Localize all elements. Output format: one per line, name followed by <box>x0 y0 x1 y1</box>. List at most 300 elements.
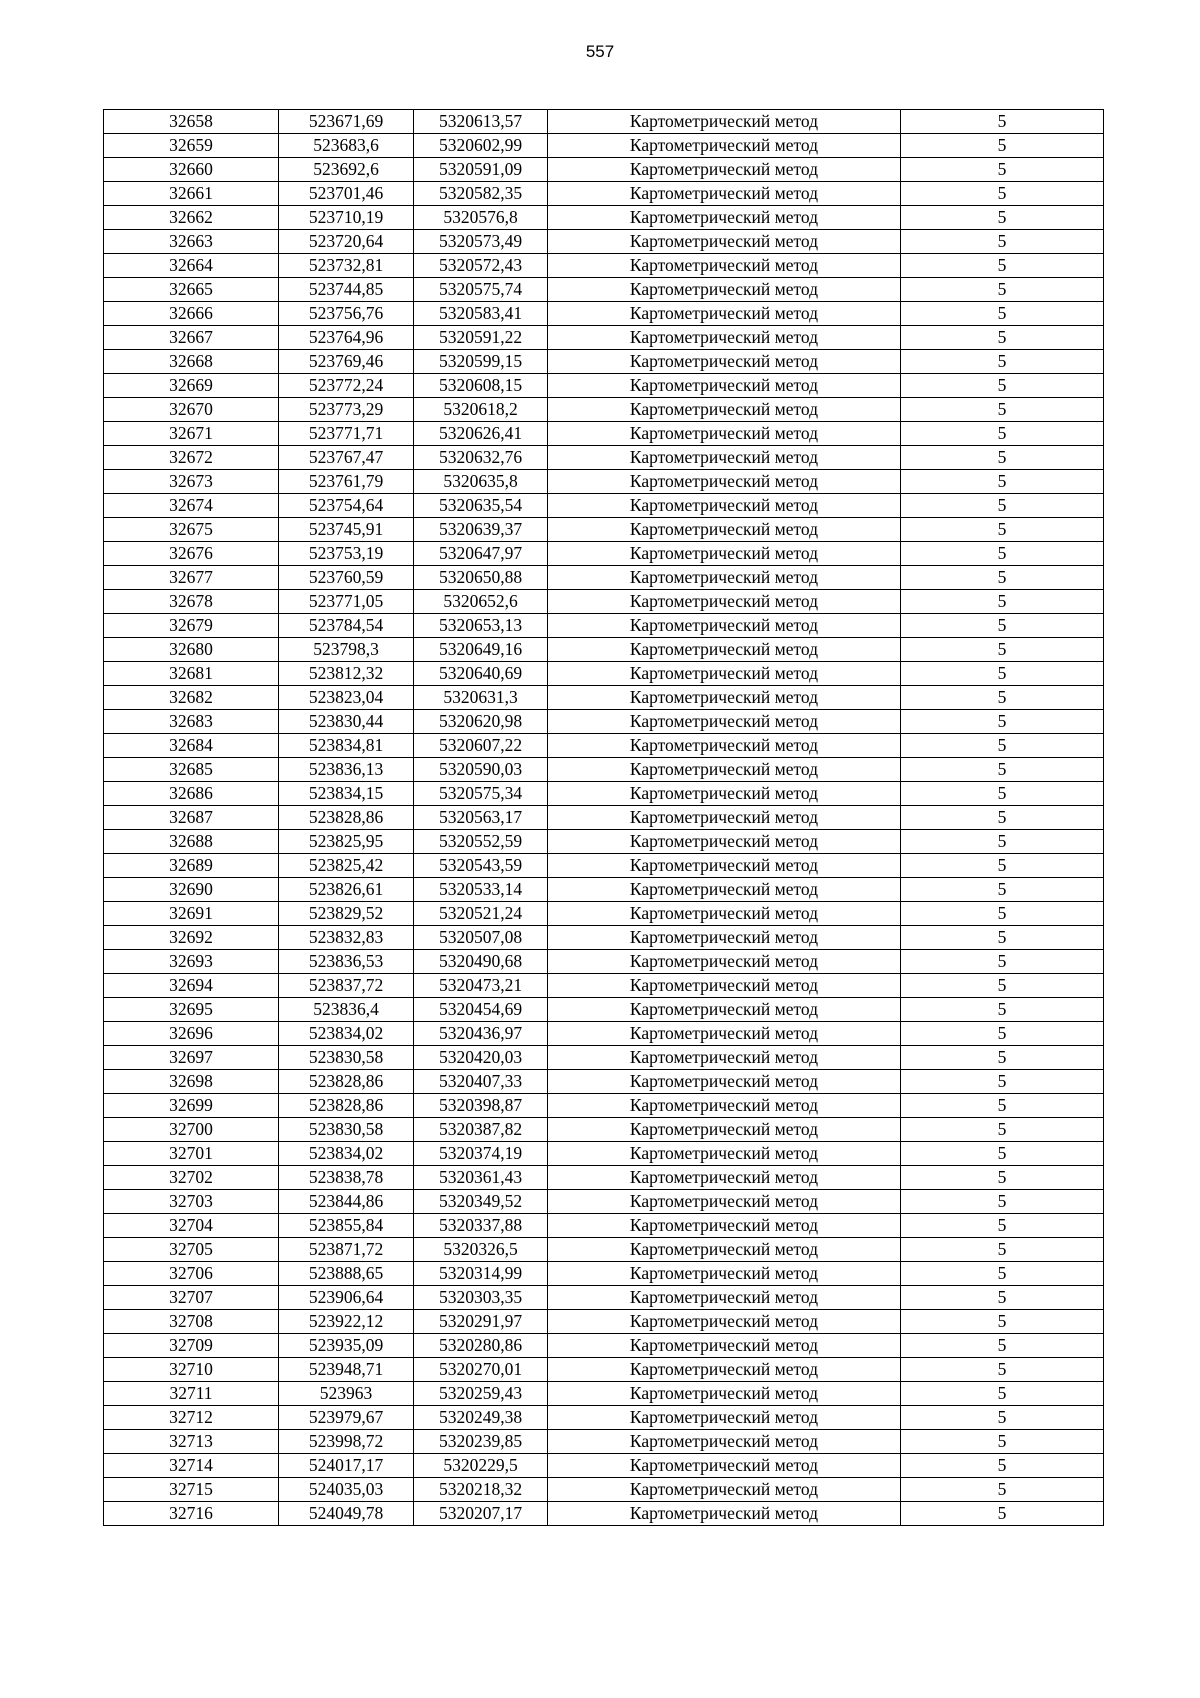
x-coordinate-cell: 523834,15 <box>279 782 414 806</box>
method-cell: Картометрический метод <box>548 278 901 302</box>
method-cell: Картометрический метод <box>548 1070 901 1094</box>
table-row <box>104 1094 1104 1118</box>
method-cell: Картометрический метод <box>548 494 901 518</box>
point-number-cell: 32659 <box>104 134 279 158</box>
x-coordinate-cell: 523825,42 <box>279 854 414 878</box>
y-coordinate-cell: 5320552,59 <box>414 830 548 854</box>
point-number-cell: 32690 <box>104 878 279 902</box>
point-number-cell: 32682 <box>104 686 279 710</box>
table-row <box>104 182 1104 206</box>
accuracy-cell: 5 <box>901 110 1104 134</box>
point-number-cell: 32709 <box>104 1334 279 1358</box>
y-coordinate-cell: 5320521,24 <box>414 902 548 926</box>
accuracy-cell: 5 <box>901 1190 1104 1214</box>
accuracy-cell: 5 <box>901 1310 1104 1334</box>
x-coordinate-cell: 523767,47 <box>279 446 414 470</box>
table-row <box>104 1454 1104 1478</box>
accuracy-cell: 5 <box>901 974 1104 998</box>
method-cell: Картометрический метод <box>548 1118 901 1142</box>
accuracy-cell: 5 <box>901 1334 1104 1358</box>
accuracy-cell: 5 <box>901 710 1104 734</box>
point-number-cell: 32697 <box>104 1046 279 1070</box>
method-cell: Картометрический метод <box>548 1358 901 1382</box>
y-coordinate-cell: 5320387,82 <box>414 1118 548 1142</box>
point-number-cell: 32670 <box>104 398 279 422</box>
method-cell: Картометрический метод <box>548 1334 901 1358</box>
y-coordinate-cell: 5320572,43 <box>414 254 548 278</box>
table-row <box>104 110 1104 134</box>
x-coordinate-cell: 523710,19 <box>279 206 414 230</box>
x-coordinate-cell: 523871,72 <box>279 1238 414 1262</box>
table-row <box>104 974 1104 998</box>
point-number-cell: 32684 <box>104 734 279 758</box>
point-number-cell: 32704 <box>104 1214 279 1238</box>
x-coordinate-cell: 523838,78 <box>279 1166 414 1190</box>
accuracy-cell: 5 <box>901 998 1104 1022</box>
point-number-cell: 32672 <box>104 446 279 470</box>
table-row <box>104 638 1104 662</box>
accuracy-cell: 5 <box>901 614 1104 638</box>
x-coordinate-cell: 523720,64 <box>279 230 414 254</box>
y-coordinate-cell: 5320607,22 <box>414 734 548 758</box>
method-cell: Картометрический метод <box>548 518 901 542</box>
table-row <box>104 1382 1104 1406</box>
y-coordinate-cell: 5320635,8 <box>414 470 548 494</box>
point-number-cell: 32662 <box>104 206 279 230</box>
x-coordinate-cell: 524017,17 <box>279 1454 414 1478</box>
method-cell: Картометрический метод <box>548 374 901 398</box>
point-number-cell: 32675 <box>104 518 279 542</box>
table-row <box>104 590 1104 614</box>
point-number-cell: 32711 <box>104 1382 279 1406</box>
method-cell: Картометрический метод <box>548 134 901 158</box>
x-coordinate-cell: 523979,67 <box>279 1406 414 1430</box>
y-coordinate-cell: 5320407,33 <box>414 1070 548 1094</box>
accuracy-cell: 5 <box>901 830 1104 854</box>
point-number-cell: 32693 <box>104 950 279 974</box>
table-row <box>104 830 1104 854</box>
point-number-cell: 32678 <box>104 590 279 614</box>
coordinates-table <box>103 109 1104 1526</box>
accuracy-cell: 5 <box>901 374 1104 398</box>
point-number-cell: 32707 <box>104 1286 279 1310</box>
accuracy-cell: 5 <box>901 1118 1104 1142</box>
table-row <box>104 758 1104 782</box>
x-coordinate-cell: 523692,6 <box>279 158 414 182</box>
accuracy-cell: 5 <box>901 422 1104 446</box>
table-row <box>104 230 1104 254</box>
table-row <box>104 1166 1104 1190</box>
y-coordinate-cell: 5320349,52 <box>414 1190 548 1214</box>
x-coordinate-cell: 523671,69 <box>279 110 414 134</box>
table-row <box>104 278 1104 302</box>
table-row <box>104 710 1104 734</box>
y-coordinate-cell: 5320650,88 <box>414 566 548 590</box>
y-coordinate-cell: 5320653,13 <box>414 614 548 638</box>
x-coordinate-cell: 523753,19 <box>279 542 414 566</box>
y-coordinate-cell: 5320618,2 <box>414 398 548 422</box>
point-number-cell: 32692 <box>104 926 279 950</box>
x-coordinate-cell: 524035,03 <box>279 1478 414 1502</box>
y-coordinate-cell: 5320649,16 <box>414 638 548 662</box>
y-coordinate-cell: 5320420,03 <box>414 1046 548 1070</box>
point-number-cell: 32700 <box>104 1118 279 1142</box>
y-coordinate-cell: 5320631,3 <box>414 686 548 710</box>
point-number-cell: 32701 <box>104 1142 279 1166</box>
method-cell: Картометрический метод <box>548 1430 901 1454</box>
y-coordinate-cell: 5320583,41 <box>414 302 548 326</box>
x-coordinate-cell: 523732,81 <box>279 254 414 278</box>
point-number-cell: 32698 <box>104 1070 279 1094</box>
x-coordinate-cell: 523744,85 <box>279 278 414 302</box>
table-row <box>104 374 1104 398</box>
x-coordinate-cell: 523769,46 <box>279 350 414 374</box>
x-coordinate-cell: 523754,64 <box>279 494 414 518</box>
y-coordinate-cell: 5320259,43 <box>414 1382 548 1406</box>
table-row <box>104 302 1104 326</box>
page-number: 557 <box>585 42 615 61</box>
x-coordinate-cell: 523836,53 <box>279 950 414 974</box>
accuracy-cell: 5 <box>901 782 1104 806</box>
table-row <box>104 1334 1104 1358</box>
table-row <box>104 686 1104 710</box>
table-row <box>104 1262 1104 1286</box>
x-coordinate-cell: 523834,81 <box>279 734 414 758</box>
method-cell: Картометрический метод <box>548 974 901 998</box>
x-coordinate-cell: 523998,72 <box>279 1430 414 1454</box>
y-coordinate-cell: 5320374,19 <box>414 1142 548 1166</box>
y-coordinate-cell: 5320582,35 <box>414 182 548 206</box>
accuracy-cell: 5 <box>901 1478 1104 1502</box>
method-cell: Картометрический метод <box>548 1502 901 1526</box>
method-cell: Картометрический метод <box>548 878 901 902</box>
y-coordinate-cell: 5320249,38 <box>414 1406 548 1430</box>
method-cell: Картометрический метод <box>548 1190 901 1214</box>
accuracy-cell: 5 <box>901 950 1104 974</box>
method-cell: Картометрический метод <box>548 1094 901 1118</box>
y-coordinate-cell: 5320573,49 <box>414 230 548 254</box>
y-coordinate-cell: 5320599,15 <box>414 350 548 374</box>
point-number-cell: 32695 <box>104 998 279 1022</box>
point-number-cell: 32715 <box>104 1478 279 1502</box>
table-row <box>104 926 1104 950</box>
accuracy-cell: 5 <box>901 1286 1104 1310</box>
point-number-cell: 32705 <box>104 1238 279 1262</box>
accuracy-cell: 5 <box>901 1094 1104 1118</box>
x-coordinate-cell: 523784,54 <box>279 614 414 638</box>
accuracy-cell: 5 <box>901 878 1104 902</box>
method-cell: Картометрический метод <box>548 806 901 830</box>
x-coordinate-cell: 523745,91 <box>279 518 414 542</box>
accuracy-cell: 5 <box>901 470 1104 494</box>
accuracy-cell: 5 <box>901 758 1104 782</box>
x-coordinate-cell: 523855,84 <box>279 1214 414 1238</box>
accuracy-cell: 5 <box>901 230 1104 254</box>
x-coordinate-cell: 523764,96 <box>279 326 414 350</box>
method-cell: Картометрический метод <box>548 422 901 446</box>
table-row <box>104 350 1104 374</box>
point-number-cell: 32681 <box>104 662 279 686</box>
method-cell: Картометрический метод <box>548 182 901 206</box>
x-coordinate-cell: 523773,29 <box>279 398 414 422</box>
coordinates-table-body <box>104 110 1104 1526</box>
y-coordinate-cell: 5320218,32 <box>414 1478 548 1502</box>
y-coordinate-cell: 5320575,74 <box>414 278 548 302</box>
method-cell: Картометрический метод <box>548 398 901 422</box>
point-number-cell: 32691 <box>104 902 279 926</box>
table-row <box>104 470 1104 494</box>
point-number-cell: 32679 <box>104 614 279 638</box>
table-row <box>104 950 1104 974</box>
x-coordinate-cell: 523922,12 <box>279 1310 414 1334</box>
method-cell: Картометрический метод <box>548 1310 901 1334</box>
accuracy-cell: 5 <box>901 1502 1104 1526</box>
accuracy-cell: 5 <box>901 1262 1104 1286</box>
table-row <box>104 806 1104 830</box>
accuracy-cell: 5 <box>901 302 1104 326</box>
table-row <box>104 398 1104 422</box>
point-number-cell: 32703 <box>104 1190 279 1214</box>
accuracy-cell: 5 <box>901 206 1104 230</box>
accuracy-cell: 5 <box>901 134 1104 158</box>
y-coordinate-cell: 5320591,09 <box>414 158 548 182</box>
method-cell: Картометрический метод <box>548 446 901 470</box>
accuracy-cell: 5 <box>901 1142 1104 1166</box>
method-cell: Картометрический метод <box>548 1166 901 1190</box>
y-coordinate-cell: 5320207,17 <box>414 1502 548 1526</box>
x-coordinate-cell: 523963 <box>279 1382 414 1406</box>
accuracy-cell: 5 <box>901 350 1104 374</box>
method-cell: Картометрический метод <box>548 110 901 134</box>
y-coordinate-cell: 5320291,97 <box>414 1310 548 1334</box>
x-coordinate-cell: 523826,61 <box>279 878 414 902</box>
y-coordinate-cell: 5320563,17 <box>414 806 548 830</box>
point-number-cell: 32713 <box>104 1430 279 1454</box>
y-coordinate-cell: 5320314,99 <box>414 1262 548 1286</box>
table-row <box>104 878 1104 902</box>
table-row <box>104 1478 1104 1502</box>
table-row <box>104 326 1104 350</box>
table-row <box>104 1118 1104 1142</box>
x-coordinate-cell: 523888,65 <box>279 1262 414 1286</box>
x-coordinate-cell: 523825,95 <box>279 830 414 854</box>
x-coordinate-cell: 523830,58 <box>279 1118 414 1142</box>
table-row <box>104 614 1104 638</box>
y-coordinate-cell: 5320361,43 <box>414 1166 548 1190</box>
y-coordinate-cell: 5320647,97 <box>414 542 548 566</box>
method-cell: Картометрический метод <box>548 1022 901 1046</box>
table-row <box>104 254 1104 278</box>
table-row <box>104 518 1104 542</box>
x-coordinate-cell: 523830,58 <box>279 1046 414 1070</box>
method-cell: Картометрический метод <box>548 1214 901 1238</box>
accuracy-cell: 5 <box>901 1238 1104 1262</box>
point-number-cell: 32694 <box>104 974 279 998</box>
table-row <box>104 662 1104 686</box>
point-number-cell: 32683 <box>104 710 279 734</box>
point-number-cell: 32664 <box>104 254 279 278</box>
point-number-cell: 32710 <box>104 1358 279 1382</box>
y-coordinate-cell: 5320640,69 <box>414 662 548 686</box>
method-cell: Картометрический метод <box>548 326 901 350</box>
accuracy-cell: 5 <box>901 518 1104 542</box>
method-cell: Картометрический метод <box>548 734 901 758</box>
y-coordinate-cell: 5320303,35 <box>414 1286 548 1310</box>
point-number-cell: 32673 <box>104 470 279 494</box>
x-coordinate-cell: 523948,71 <box>279 1358 414 1382</box>
x-coordinate-cell: 523798,3 <box>279 638 414 662</box>
y-coordinate-cell: 5320270,01 <box>414 1358 548 1382</box>
x-coordinate-cell: 523834,02 <box>279 1142 414 1166</box>
x-coordinate-cell: 523760,59 <box>279 566 414 590</box>
table-row <box>104 1406 1104 1430</box>
table-row <box>104 1214 1104 1238</box>
x-coordinate-cell: 523823,04 <box>279 686 414 710</box>
table-row <box>104 206 1104 230</box>
method-cell: Картометрический метод <box>548 230 901 254</box>
point-number-cell: 32712 <box>104 1406 279 1430</box>
y-coordinate-cell: 5320543,59 <box>414 854 548 878</box>
table-row <box>104 1286 1104 1310</box>
y-coordinate-cell: 5320507,08 <box>414 926 548 950</box>
x-coordinate-cell: 523829,52 <box>279 902 414 926</box>
point-number-cell: 32696 <box>104 1022 279 1046</box>
y-coordinate-cell: 5320436,97 <box>414 1022 548 1046</box>
method-cell: Картометрический метод <box>548 302 901 326</box>
point-number-cell: 32686 <box>104 782 279 806</box>
accuracy-cell: 5 <box>901 1454 1104 1478</box>
y-coordinate-cell: 5320576,8 <box>414 206 548 230</box>
y-coordinate-cell: 5320533,14 <box>414 878 548 902</box>
point-number-cell: 32666 <box>104 302 279 326</box>
y-coordinate-cell: 5320326,5 <box>414 1238 548 1262</box>
y-coordinate-cell: 5320280,86 <box>414 1334 548 1358</box>
point-number-cell: 32676 <box>104 542 279 566</box>
x-coordinate-cell: 523834,02 <box>279 1022 414 1046</box>
table-row <box>104 1022 1104 1046</box>
method-cell: Картометрический метод <box>548 830 901 854</box>
y-coordinate-cell: 5320635,54 <box>414 494 548 518</box>
method-cell: Картометрический метод <box>548 1286 901 1310</box>
x-coordinate-cell: 523772,24 <box>279 374 414 398</box>
point-number-cell: 32716 <box>104 1502 279 1526</box>
point-number-cell: 32658 <box>104 110 279 134</box>
accuracy-cell: 5 <box>901 590 1104 614</box>
method-cell: Картометрический метод <box>548 1142 901 1166</box>
accuracy-cell: 5 <box>901 566 1104 590</box>
table-row <box>104 1190 1104 1214</box>
method-cell: Картометрический метод <box>548 614 901 638</box>
method-cell: Картометрический метод <box>548 710 901 734</box>
table-row <box>104 902 1104 926</box>
point-number-cell: 32667 <box>104 326 279 350</box>
accuracy-cell: 5 <box>901 1022 1104 1046</box>
accuracy-cell: 5 <box>901 902 1104 926</box>
point-number-cell: 32687 <box>104 806 279 830</box>
accuracy-cell: 5 <box>901 662 1104 686</box>
table-row <box>104 1142 1104 1166</box>
method-cell: Картометрический метод <box>548 206 901 230</box>
x-coordinate-cell: 523771,71 <box>279 422 414 446</box>
accuracy-cell: 5 <box>901 542 1104 566</box>
accuracy-cell: 5 <box>901 158 1104 182</box>
y-coordinate-cell: 5320575,34 <box>414 782 548 806</box>
point-number-cell: 32688 <box>104 830 279 854</box>
point-number-cell: 32706 <box>104 1262 279 1286</box>
accuracy-cell: 5 <box>901 182 1104 206</box>
table-row <box>104 1310 1104 1334</box>
table-row <box>104 854 1104 878</box>
point-number-cell: 32660 <box>104 158 279 182</box>
x-coordinate-cell: 523832,83 <box>279 926 414 950</box>
x-coordinate-cell: 523837,72 <box>279 974 414 998</box>
method-cell: Картометрический метод <box>548 590 901 614</box>
y-coordinate-cell: 5320337,88 <box>414 1214 548 1238</box>
point-number-cell: 32685 <box>104 758 279 782</box>
y-coordinate-cell: 5320590,03 <box>414 758 548 782</box>
point-number-cell: 32663 <box>104 230 279 254</box>
accuracy-cell: 5 <box>901 638 1104 662</box>
table-row <box>104 998 1104 1022</box>
x-coordinate-cell: 524049,78 <box>279 1502 414 1526</box>
accuracy-cell: 5 <box>901 1046 1104 1070</box>
y-coordinate-cell: 5320454,69 <box>414 998 548 1022</box>
accuracy-cell: 5 <box>901 1070 1104 1094</box>
accuracy-cell: 5 <box>901 1358 1104 1382</box>
y-coordinate-cell: 5320602,99 <box>414 134 548 158</box>
table-row <box>104 1430 1104 1454</box>
y-coordinate-cell: 5320632,76 <box>414 446 548 470</box>
accuracy-cell: 5 <box>901 854 1104 878</box>
method-cell: Картометрический метод <box>548 1046 901 1070</box>
method-cell: Картометрический метод <box>548 782 901 806</box>
accuracy-cell: 5 <box>901 446 1104 470</box>
method-cell: Картометрический метод <box>548 998 901 1022</box>
x-coordinate-cell: 523836,13 <box>279 758 414 782</box>
y-coordinate-cell: 5320608,15 <box>414 374 548 398</box>
x-coordinate-cell: 523836,4 <box>279 998 414 1022</box>
accuracy-cell: 5 <box>901 926 1104 950</box>
x-coordinate-cell: 523828,86 <box>279 806 414 830</box>
accuracy-cell: 5 <box>901 494 1104 518</box>
x-coordinate-cell: 523701,46 <box>279 182 414 206</box>
y-coordinate-cell: 5320473,21 <box>414 974 548 998</box>
method-cell: Картометрический метод <box>548 158 901 182</box>
y-coordinate-cell: 5320490,68 <box>414 950 548 974</box>
method-cell: Картометрический метод <box>548 854 901 878</box>
point-number-cell: 32708 <box>104 1310 279 1334</box>
method-cell: Картометрический метод <box>548 902 901 926</box>
table-row <box>104 566 1104 590</box>
x-coordinate-cell: 523935,09 <box>279 1334 414 1358</box>
table-row <box>104 446 1104 470</box>
point-number-cell: 32699 <box>104 1094 279 1118</box>
method-cell: Картометрический метод <box>548 1238 901 1262</box>
table-row <box>104 134 1104 158</box>
point-number-cell: 32671 <box>104 422 279 446</box>
table-row <box>104 782 1104 806</box>
accuracy-cell: 5 <box>901 1382 1104 1406</box>
accuracy-cell: 5 <box>901 734 1104 758</box>
method-cell: Картометрический метод <box>548 638 901 662</box>
method-cell: Картометрический метод <box>548 926 901 950</box>
accuracy-cell: 5 <box>901 1406 1104 1430</box>
y-coordinate-cell: 5320591,22 <box>414 326 548 350</box>
table-row <box>104 1502 1104 1526</box>
y-coordinate-cell: 5320639,37 <box>414 518 548 542</box>
x-coordinate-cell: 523771,05 <box>279 590 414 614</box>
method-cell: Картометрический метод <box>548 950 901 974</box>
